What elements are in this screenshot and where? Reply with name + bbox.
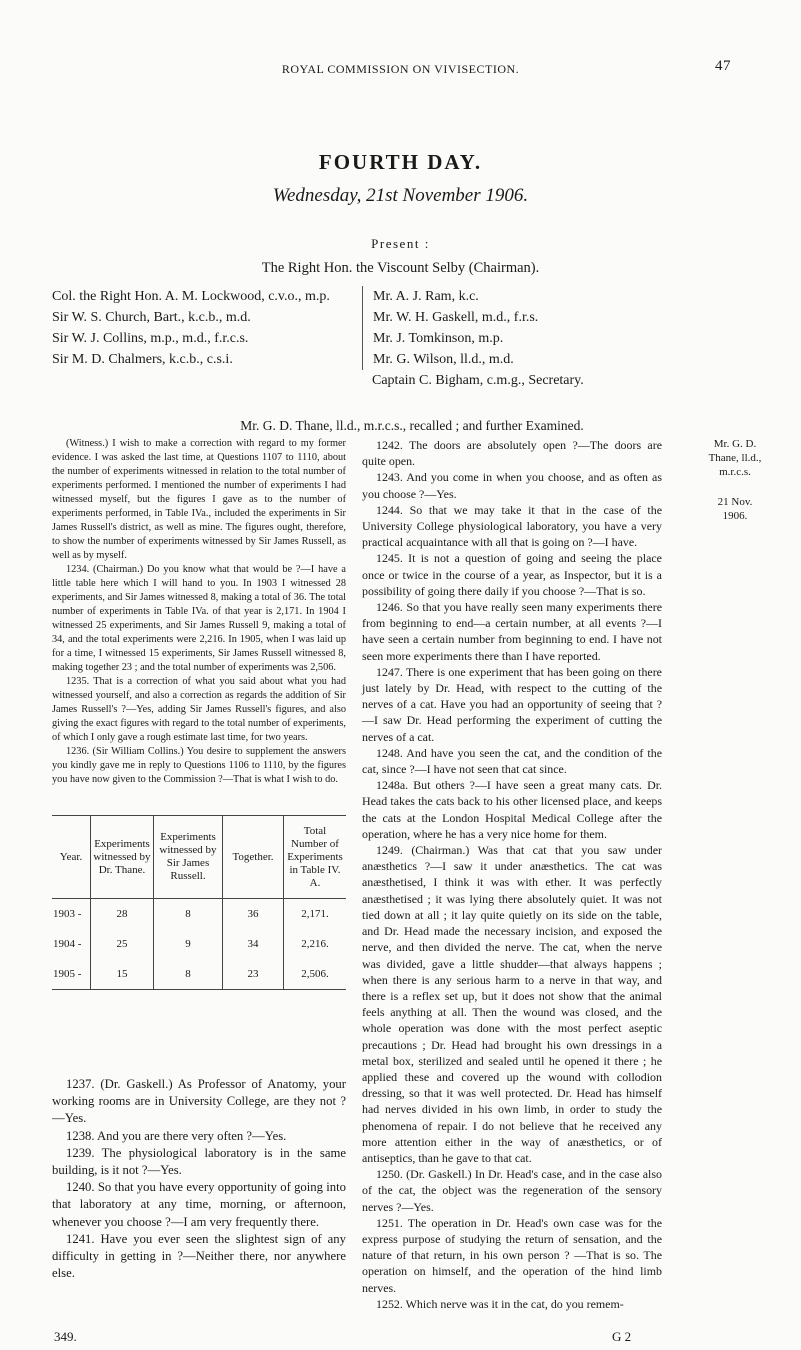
present-label: Present : bbox=[371, 236, 430, 251]
paragraph: 1238. And you are there very often ?—Yes. bbox=[66, 1128, 287, 1143]
table-cell: 2,171. bbox=[284, 899, 347, 930]
secretary-line: Captain C. Bigham, c.m.g., Secretary. bbox=[372, 373, 584, 388]
date-line: Wednesday, 21st November 1906. bbox=[272, 185, 529, 206]
paragraph: 1237. (Dr. Gaskell.) As Professor of Anatomy, your working rooms are in University College, are they not ?—Yes. bbox=[52, 1077, 346, 1126]
table-cell: 1903 - bbox=[52, 899, 91, 930]
members-right-list bbox=[362, 286, 713, 370]
chairman-line: The Right Hon. the Viscount Selby (Chairman). bbox=[261, 260, 540, 276]
paragraph: 1242. The doors are absolutely open ?—The doors are quite open. bbox=[362, 438, 662, 469]
table-cell: 28 bbox=[91, 899, 154, 930]
table-cell: 23 bbox=[223, 959, 284, 990]
member-entry: Mr. A. J. Ram, k.c. bbox=[373, 289, 479, 304]
paragraph: 1247. There is one experiment that has been going on there just lately by Dr. Head, with respect to the cutting of the nerves of a cat. Have you had an opportunity of seeing that ?—I saw Dr. Head performing the experiment of cutting the nerves of a cat. bbox=[362, 664, 662, 744]
paragraph: 1252. Which nerve was it in the cat, do you remem- bbox=[376, 1296, 624, 1311]
table-cell: 2,216. bbox=[284, 929, 347, 959]
members-left-list bbox=[52, 286, 352, 370]
page-number: 47 bbox=[715, 58, 731, 74]
table-cell: 8 bbox=[154, 899, 223, 930]
paragraph: 1240. So that you have every opportunity of going into that laboratory at any time, morning, or afternoon, whenever you choose ?—I am very frequently there. bbox=[52, 1180, 346, 1229]
paragraph: 1243. And you come in when you choose, and as often as you choose ?—Yes. bbox=[362, 470, 662, 501]
table-cell: 8 bbox=[154, 959, 223, 990]
paragraph: 1239. The physiological laboratory is in the same building, is it not ?—Yes. bbox=[52, 1145, 346, 1178]
table-row bbox=[52, 899, 346, 930]
right-column bbox=[362, 437, 662, 1312]
day-heading: FOURTH DAY. bbox=[318, 150, 483, 174]
table-row bbox=[52, 959, 346, 990]
table-header-cell: Year. bbox=[52, 816, 91, 899]
running-title: ROYAL COMMISSION ON VIVISECTION. bbox=[281, 62, 520, 76]
paragraph: 1248a. But others ?—I have seen a great many cats. Dr. Head takes the cats back to his other licensed place, and keeps the cats at the London Hospital Medical College after the operation, where he has a very nice home for them. bbox=[362, 778, 662, 841]
table-row bbox=[52, 929, 346, 959]
paragraph: 1244. So that we may take it that in the case of the University College physiological laboratory, you have a very practical acquaintance with all that is going on ?—I have. bbox=[362, 502, 662, 550]
table-header-cell: Together. bbox=[223, 816, 284, 899]
experiments-table bbox=[52, 815, 346, 990]
margin-note bbox=[705, 437, 765, 523]
paragraph: 1234. (Chairman.) Do you know what that would be ?—I have a little table here which I will hand to you. In 1903 I witnessed 28 experiments, and Sir James witnessed 8, making a total of 36. The total number of experiments in Table IVa. of that year is 2,171. In 1904 I witnessed 25 experiments, and Sir James Russell 9, making a total of 34, and the total experiments were 2,216. In 1905, when I was laid up for a time, I witnessed 15 experiments, Sir James Russell witnessed 8, making together 23 ; and the total number of experiments was 2,506. bbox=[52, 564, 346, 673]
footer-signature: G 2 bbox=[612, 1329, 632, 1344]
paragraph: 1246. So that you have really seen many experiments there from beginning to end—a certain number, at all events ?—I have seen a certain number from beginning to end. I have not seen more experiments there than I have reported. bbox=[362, 600, 662, 663]
paragraph: 1248. And have you seen the cat, and the condition of the cat, since ?—I have not seen that cat since. bbox=[362, 745, 662, 777]
paragraph: (Witness.) I wish to make a correction with regard to my former evidence. I was asked the last time, at Questions 1107 to 1110, about the number of experiments witnessed in relation to the total number of experiments performed. I mentioned the number of experiments I had witnessed myself, but the figures I gave as to the number of experiments performed, in Table IVa., included the experiments in Sir James Russell's district, as well as mine. The figures ought, therefore, to show the number of experiments witnessed by Sir James Russell, as well as by myself. bbox=[52, 438, 346, 561]
paragraph: 1250. (Dr. Gaskell.) In Dr. Head's case, and in the case also of the cat, the object was the regeneration of the sensory nerves ?—Yes. bbox=[362, 1167, 662, 1214]
margin-witness-name: Mr. G. D. Thane, ll.d., m.r.c.s. bbox=[708, 438, 762, 478]
table-header-cell: Experiments witnessed by Dr. Thane. bbox=[91, 816, 154, 899]
table-cell: 34 bbox=[223, 929, 284, 959]
member-entry: Mr. J. Tomkinson, m.p. bbox=[373, 331, 504, 346]
table-header-cell: Total Number of Experiments in Table IV. A. bbox=[284, 816, 347, 899]
table-cell: 2,506. bbox=[284, 959, 347, 990]
table-cell: 1905 - bbox=[52, 959, 91, 990]
table-cell: 1904 - bbox=[52, 929, 91, 959]
table-cell: 15 bbox=[91, 959, 154, 990]
paragraph: 1241. Have you ever seen the slightest sign of any difficulty in getting in ?—Neither there, nor anywhere else. bbox=[52, 1231, 346, 1281]
paragraph: 1235. That is a correction of what you said about what you had witnessed yourself, and also a correction as regards the addition of Sir James Russell's ?—Yes, adding Sir James Russell's figures, and also giving the exact figures with regard to the total number of experiments, of which I only gave a rough estimate last time, for two years. bbox=[52, 676, 346, 743]
member-entry: Sir W. S. Church, Bart., k.c.b., m.d. bbox=[52, 310, 251, 325]
member-entry: Sir W. J. Collins, m.p., m.d., f.r.c.s. bbox=[52, 331, 249, 346]
left-column-after-table bbox=[52, 1076, 346, 1282]
table-header-row bbox=[52, 816, 346, 899]
paragraph: 1251. The operation in Dr. Head's own case was for the express purpose of studying the return of sensation, and the nature of that return, in his own person ? —That is so. The operation on himself, and the operation of the hind limb nerves. bbox=[362, 1215, 662, 1295]
margin-date: 21 Nov. 1906. bbox=[717, 496, 753, 522]
table-cell: 9 bbox=[154, 929, 223, 959]
paragraph: 1249. (Chairman.) Was that cat that you saw under anæsthetics ?—I saw it under anæsthetics. The cat was anæsthetised, I think it was with ether. It was perfectly anæsthetised ; it was lying there absolutely quiet. It was not tied down at all ; it lay quite quietly on its side on the table, and Dr. Head made the necessary incision, and exposed the nerve, and then divided the nerve. The cat, when the nerve was divided, gave a little shudder—that always happens ; when there is any serious harm to a nerve in that way, and there is a reflex set up, but it does not show that the animal feels anything at all. Then the wound was closed, and the whole operation was done with the most perfect aseptic precautions ; Dr. Head had brought his own dressings in a metal box, sterilized and sealed until he opened it there ; he applied these and covered up the wound with collodion dressing, so that it was well protected. Dr. Head has himself had nerves divided in his own limb, in order to study the phenomena of repair. I do not believe that he received any more attention either in the way of anæsthetics, or of antiseptics, than he gave to that cat. bbox=[362, 843, 662, 1165]
member-entry: Sir M. D. Chalmers, k.c.b., c.s.i. bbox=[52, 352, 233, 367]
table-cell: 36 bbox=[223, 899, 284, 930]
left-column bbox=[52, 437, 346, 787]
member-entry: Mr. G. Wilson, ll.d., m.d. bbox=[373, 352, 514, 367]
member-entry: Col. the Right Hon. A. M. Lockwood, c.v.o., m.p. bbox=[52, 289, 330, 304]
table-header-cell: Experiments witnessed by Sir James Russell. bbox=[154, 816, 223, 899]
paragraph: 1245. It is not a question of going and seeing the place once or twice in the course of a year, as Inspector, but it is a possibility of going there daily if you choose ?—That is so. bbox=[362, 551, 662, 598]
paragraph: 1236. (Sir William Collins.) You desire to supplement the answers you kindly gave me in reply to Questions 1106 to 1110, by the figures you have now given to the Commission ?—That is what I wish to do. bbox=[52, 746, 346, 785]
footer-print-number: 349. bbox=[54, 1329, 77, 1344]
member-entry: Mr. W. H. Gaskell, m.d., f.r.s. bbox=[373, 310, 539, 325]
recall-line: Mr. G. D. Thane, ll.d., m.r.c.s., recalled ; and further Examined. bbox=[240, 418, 584, 433]
table-cell: 25 bbox=[91, 929, 154, 959]
running-header bbox=[0, 58, 801, 86]
